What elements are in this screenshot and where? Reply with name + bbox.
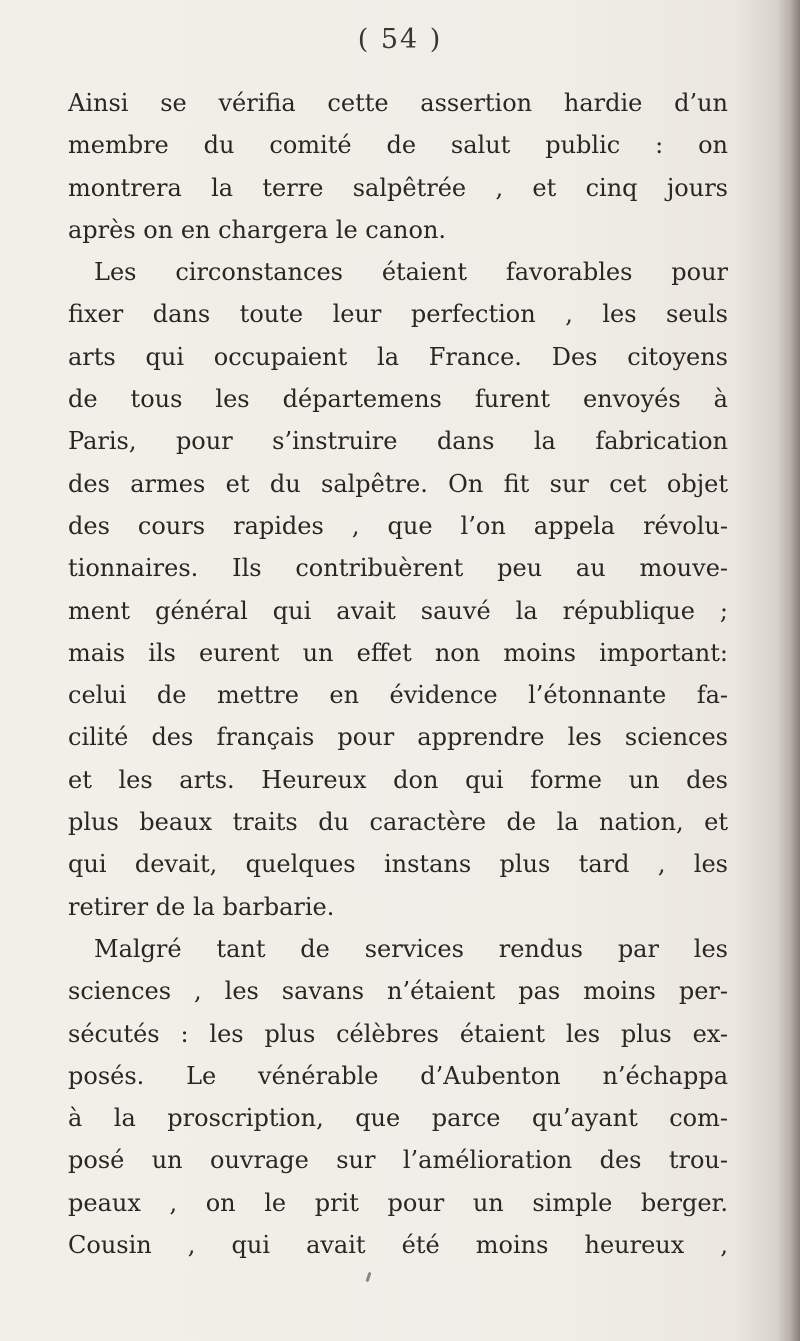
text-line: sécutés : les plus célèbres étaient les plus ex-	[68, 1019, 728, 1048]
text-line: Ainsi se vérifia cette assertion hardie d’un	[68, 89, 728, 117]
text-line: sciences , les savans n’étaient pas moins per-	[68, 977, 728, 1006]
text-line: fixer dans toute leur perfection , les seuls	[68, 300, 728, 329]
text-line: posé un ouvrage sur l’amélioration des trou-	[68, 1146, 728, 1175]
page-number: ( 54 )	[357, 24, 443, 55]
text-line: retirer de la barbarie.	[68, 892, 335, 921]
text-line: peaux , on le prit pour un simple berger.	[68, 1188, 728, 1217]
text-line: membre du comité de salut public : on	[68, 131, 728, 160]
text-line: Les circonstances étaient favorables pour	[94, 258, 728, 287]
text-line: des armes et du salpêtre. On fit sur cet objet	[68, 469, 728, 498]
text-line: après on en chargera le canon.	[68, 215, 447, 244]
text-line: tionnaires. Ils contribuèrent peu au mouve-	[68, 554, 728, 583]
text-line: ment général qui avait sauvé la république ;	[68, 596, 728, 625]
text-line: cilité des français pour apprendre les sciences	[68, 723, 728, 752]
text-line: de tous les départemens furent envoyés à	[68, 385, 728, 414]
text-line: Malgré tant de services rendus par les	[94, 934, 728, 963]
text-line: plus beaux traits du caractère de la nation, et	[68, 808, 728, 837]
body-text	[68, 82, 728, 1266]
text-line: et les arts. Heureux don qui forme un des	[68, 765, 728, 794]
text-line: mais ils eurent un effet non moins important:	[68, 638, 728, 667]
text-line: Cousin , qui avait été moins heureux ,	[68, 1231, 728, 1260]
ink-speck	[366, 1272, 372, 1282]
text-line: celui de mettre en évidence l’étonnante fa-	[68, 681, 728, 710]
text-line: montrera la terre salpêtrée , et cinq jours	[68, 173, 728, 202]
text-line: à la proscription, que parce qu’ayant com-	[68, 1104, 728, 1133]
text-line: posés. Le vénérable d’Aubenton n’échappa	[68, 1061, 728, 1090]
text-line: Paris, pour s’instruire dans la fabrication	[68, 427, 728, 456]
text-line: qui devait, quelques instans plus tard , les	[68, 850, 728, 879]
text-line: arts qui occupaient la France. Des citoyens	[68, 342, 728, 371]
page-edge-shadow	[778, 0, 800, 1341]
text-line: des cours rapides , que l’on appela révolu-	[68, 511, 728, 540]
